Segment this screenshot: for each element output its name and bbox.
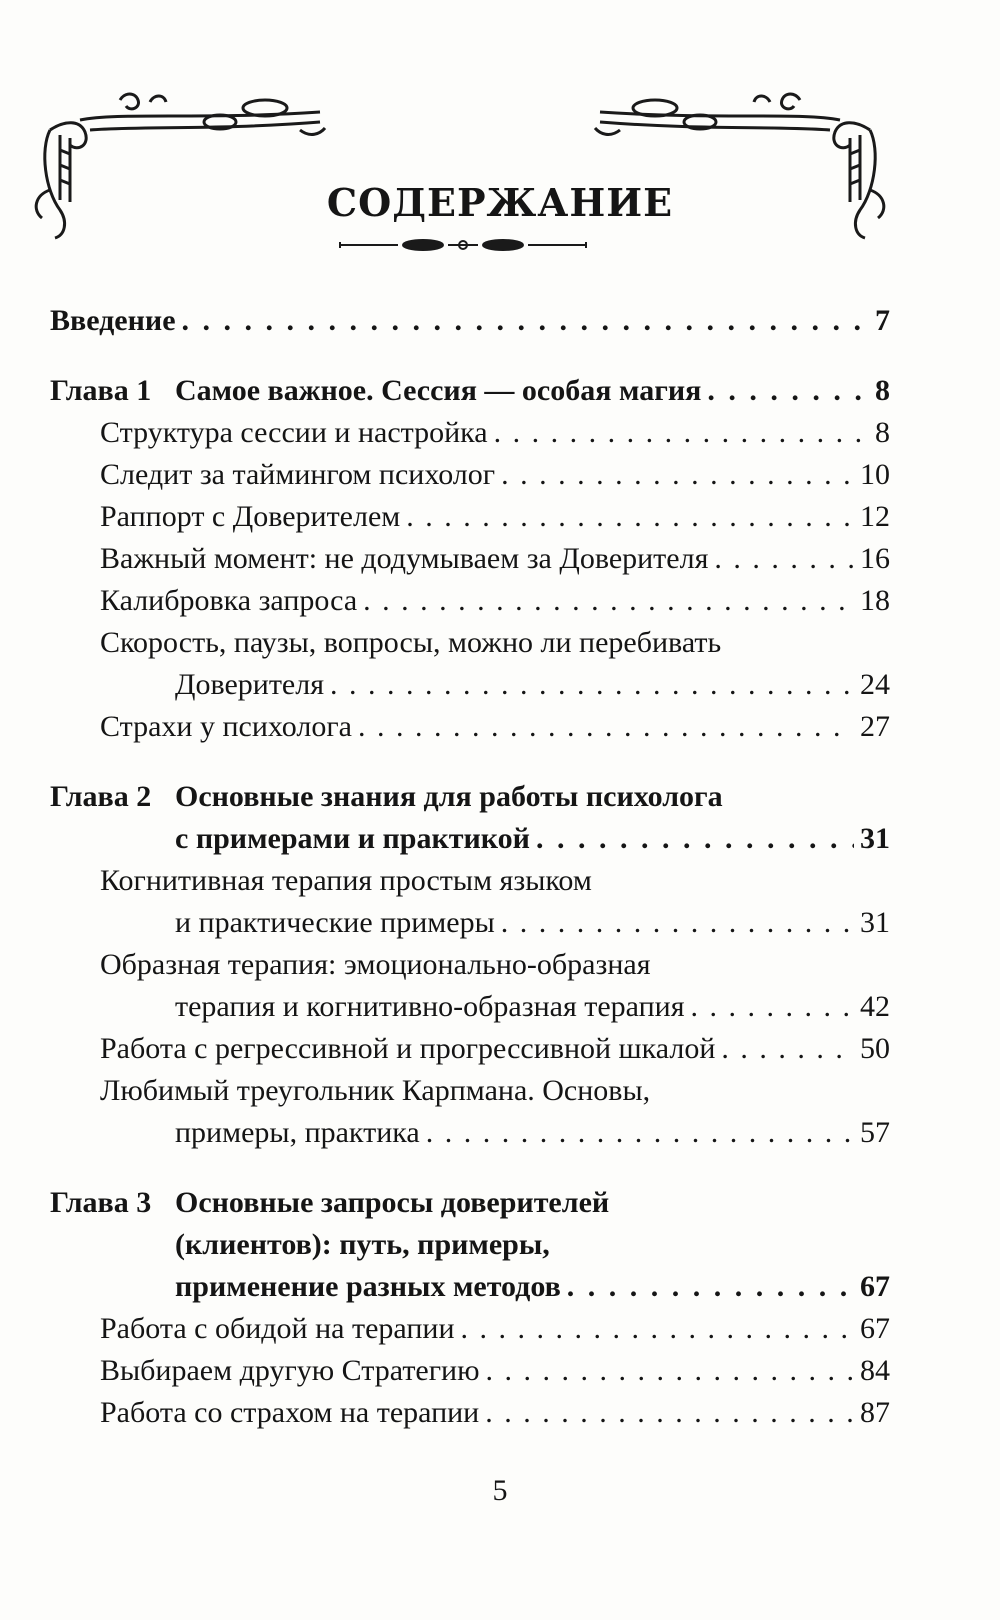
toc-page-number: 24 [860, 668, 890, 701]
toc-page-number: 67 [860, 1312, 890, 1345]
section-title: Работа с регрессивной и прогрессивной шкалой [100, 1032, 716, 1065]
section-title: Работа со страхом на терапии [100, 1396, 480, 1429]
page-title: СОДЕРЖАНИЕ [326, 180, 674, 225]
chapter-number: Глава 3 [50, 1186, 152, 1219]
dot-leader [461, 1308, 855, 1350]
dot-leader [406, 496, 854, 538]
dot-leader [426, 1112, 854, 1154]
dot-leader [714, 538, 854, 580]
toc-section[interactable] [50, 412, 890, 454]
toc-page-number: 87 [860, 1396, 890, 1429]
toc-section[interactable] [50, 1350, 890, 1392]
dot-leader [182, 300, 869, 342]
toc-entry-intro[interactable] [50, 300, 890, 342]
dot-leader [494, 412, 869, 454]
toc-section[interactable] [50, 622, 890, 706]
chapter-title: Основные запросы доверителей [175, 1186, 610, 1219]
toc-section[interactable] [50, 1070, 890, 1154]
dot-leader [707, 370, 869, 412]
toc-chapter-1[interactable] [50, 370, 890, 412]
toc-page-number: 12 [860, 500, 890, 533]
toc-section[interactable] [50, 706, 890, 748]
dot-leader [485, 1392, 854, 1434]
section-title-cont: Доверителя [175, 668, 325, 701]
toc-entry-title: Введение [50, 304, 176, 337]
toc-page-number: 16 [860, 542, 890, 575]
toc-section[interactable] [50, 1028, 890, 1070]
section-title: Скорость, паузы, вопросы, можно ли перебивать [100, 626, 722, 659]
toc-page-number: 8 [875, 416, 890, 449]
toc-section[interactable] [50, 1392, 890, 1434]
toc-page-number: 57 [860, 1116, 890, 1149]
toc-page-number: 27 [860, 710, 890, 743]
dot-leader [363, 580, 854, 622]
chapter-title: Основные знания для работы психолога [175, 780, 723, 813]
dot-leader [721, 1028, 854, 1070]
section-title: Важный момент: не додумываем за Доверителя [100, 542, 709, 575]
page-number: 5 [492, 1474, 508, 1507]
toc-page-number: 42 [860, 990, 890, 1023]
dot-leader [501, 454, 854, 496]
chapter-title-cont: с примерами и практикой [175, 822, 530, 855]
section-title: Следит за таймингом психолог [100, 458, 496, 491]
section-title: Выбираем другую Стратегию [100, 1354, 480, 1387]
toc-page-number: 50 [860, 1032, 890, 1065]
dot-leader [536, 818, 854, 860]
section-title-cont: терапия и когнитивно-образная терапия [175, 990, 685, 1023]
toc-page-number: 18 [860, 584, 890, 617]
dot-leader [501, 902, 854, 944]
toc-section[interactable] [50, 1308, 890, 1350]
toc-chapter-2[interactable] [50, 776, 890, 860]
toc-page-number: 8 [875, 374, 890, 407]
dot-leader [691, 986, 854, 1028]
section-title: Работа с обидой на терапии [100, 1312, 455, 1345]
chapter-number: Глава 2 [50, 780, 152, 813]
toc-section[interactable] [50, 496, 890, 538]
toc-page-number: 10 [860, 458, 890, 491]
section-title: Любимый треугольник Карпмана. Основы, [100, 1074, 651, 1107]
section-title-cont: примеры, практика [175, 1116, 420, 1149]
toc-page-number: 7 [875, 304, 890, 337]
toc-chapter-3[interactable] [50, 1182, 890, 1308]
toc-section[interactable] [50, 580, 890, 622]
section-title-cont: и практические примеры [175, 906, 495, 939]
toc-section[interactable] [50, 944, 890, 1028]
chapter-title-cont: применение разных методов [175, 1270, 561, 1303]
section-title: Страхи у психолога [100, 710, 352, 743]
table-of-contents [50, 300, 890, 1434]
toc-page-number: 84 [860, 1354, 890, 1387]
dot-leader [486, 1350, 854, 1392]
toc-section[interactable] [50, 538, 890, 580]
chapter-title: Самое важное. Сессия — особая магия [175, 374, 702, 407]
chapter-title-cont: (клиентов): путь, примеры, [175, 1228, 550, 1261]
dot-leader [567, 1266, 854, 1308]
section-title: Раппорт с Доверителем [100, 500, 401, 533]
toc-page-number: 31 [860, 822, 890, 855]
toc-section[interactable] [50, 860, 890, 944]
section-title: Образная терапия: эмоционально-образная [100, 948, 651, 981]
toc-page-number: 67 [860, 1270, 890, 1303]
toc-section[interactable] [50, 454, 890, 496]
dot-leader [330, 664, 854, 706]
title-divider-icon [338, 238, 588, 252]
dot-leader [358, 706, 854, 748]
section-title: Калибровка запроса [100, 584, 358, 617]
toc-page-number: 31 [860, 906, 890, 939]
chapter-number: Глава 1 [50, 374, 152, 407]
section-title: Когнитивная терапия простым языком [100, 864, 592, 897]
section-title: Структура сессии и настройка [100, 416, 488, 449]
